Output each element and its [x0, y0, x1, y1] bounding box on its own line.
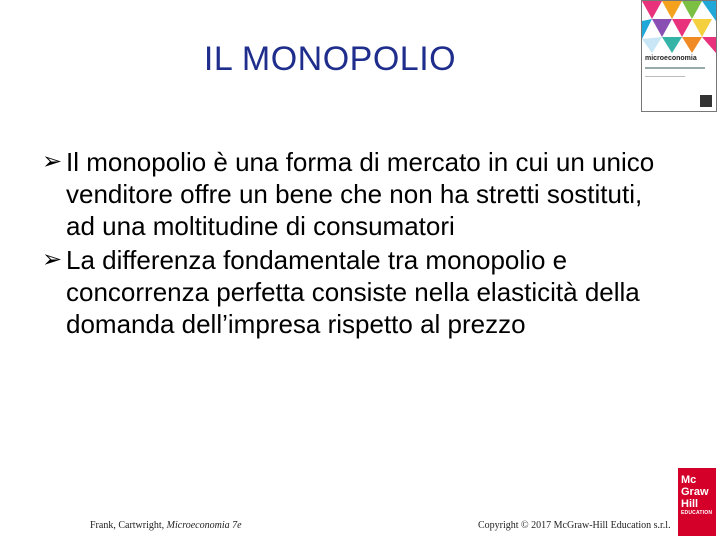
footer-book-title: Microeconomia 7e: [166, 520, 242, 531]
logo-line: Hill: [681, 498, 699, 510]
mcgraw-hill-logo: [678, 468, 716, 536]
arrow-right-icon: ➢: [42, 148, 63, 175]
logo-education: EDUCATION: [681, 510, 713, 516]
bullet-item: [42, 244, 662, 340]
bullet-text: La differenza fondamentale tra monopolio e concorrenza perfetta consiste nella elasticità della domanda dell’impresa rispetto al prezzo: [66, 245, 640, 339]
slide-title: IL MONOPOLIO: [203, 40, 457, 78]
arrow-right-icon: ➢: [42, 246, 63, 273]
cover-divider: [645, 67, 705, 69]
footer-citation: [90, 520, 242, 531]
footer-copyright: Copyright © 2017 McGraw-Hill Education s.r.l.: [478, 520, 671, 531]
logo-line: Mc: [681, 474, 697, 486]
bullet-text: Il monopolio è una forma di mercato in cui un unico venditore offre un bene che non ha stretti sostituti, ad una moltitudine di consumatori: [66, 147, 655, 241]
logo-line: Graw: [681, 486, 709, 498]
cover-title: microeconomia: [645, 55, 697, 62]
bullet-list: [42, 146, 662, 342]
bullet-item: [42, 146, 662, 242]
cover-subtitle-line: [645, 76, 685, 77]
footer-authors: Frank, Cartwright,: [90, 520, 165, 531]
cover-art-triangles-icon: [642, 1, 716, 53]
cover-publisher-mark-icon: [700, 95, 712, 107]
book-cover-thumbnail: [641, 0, 717, 112]
